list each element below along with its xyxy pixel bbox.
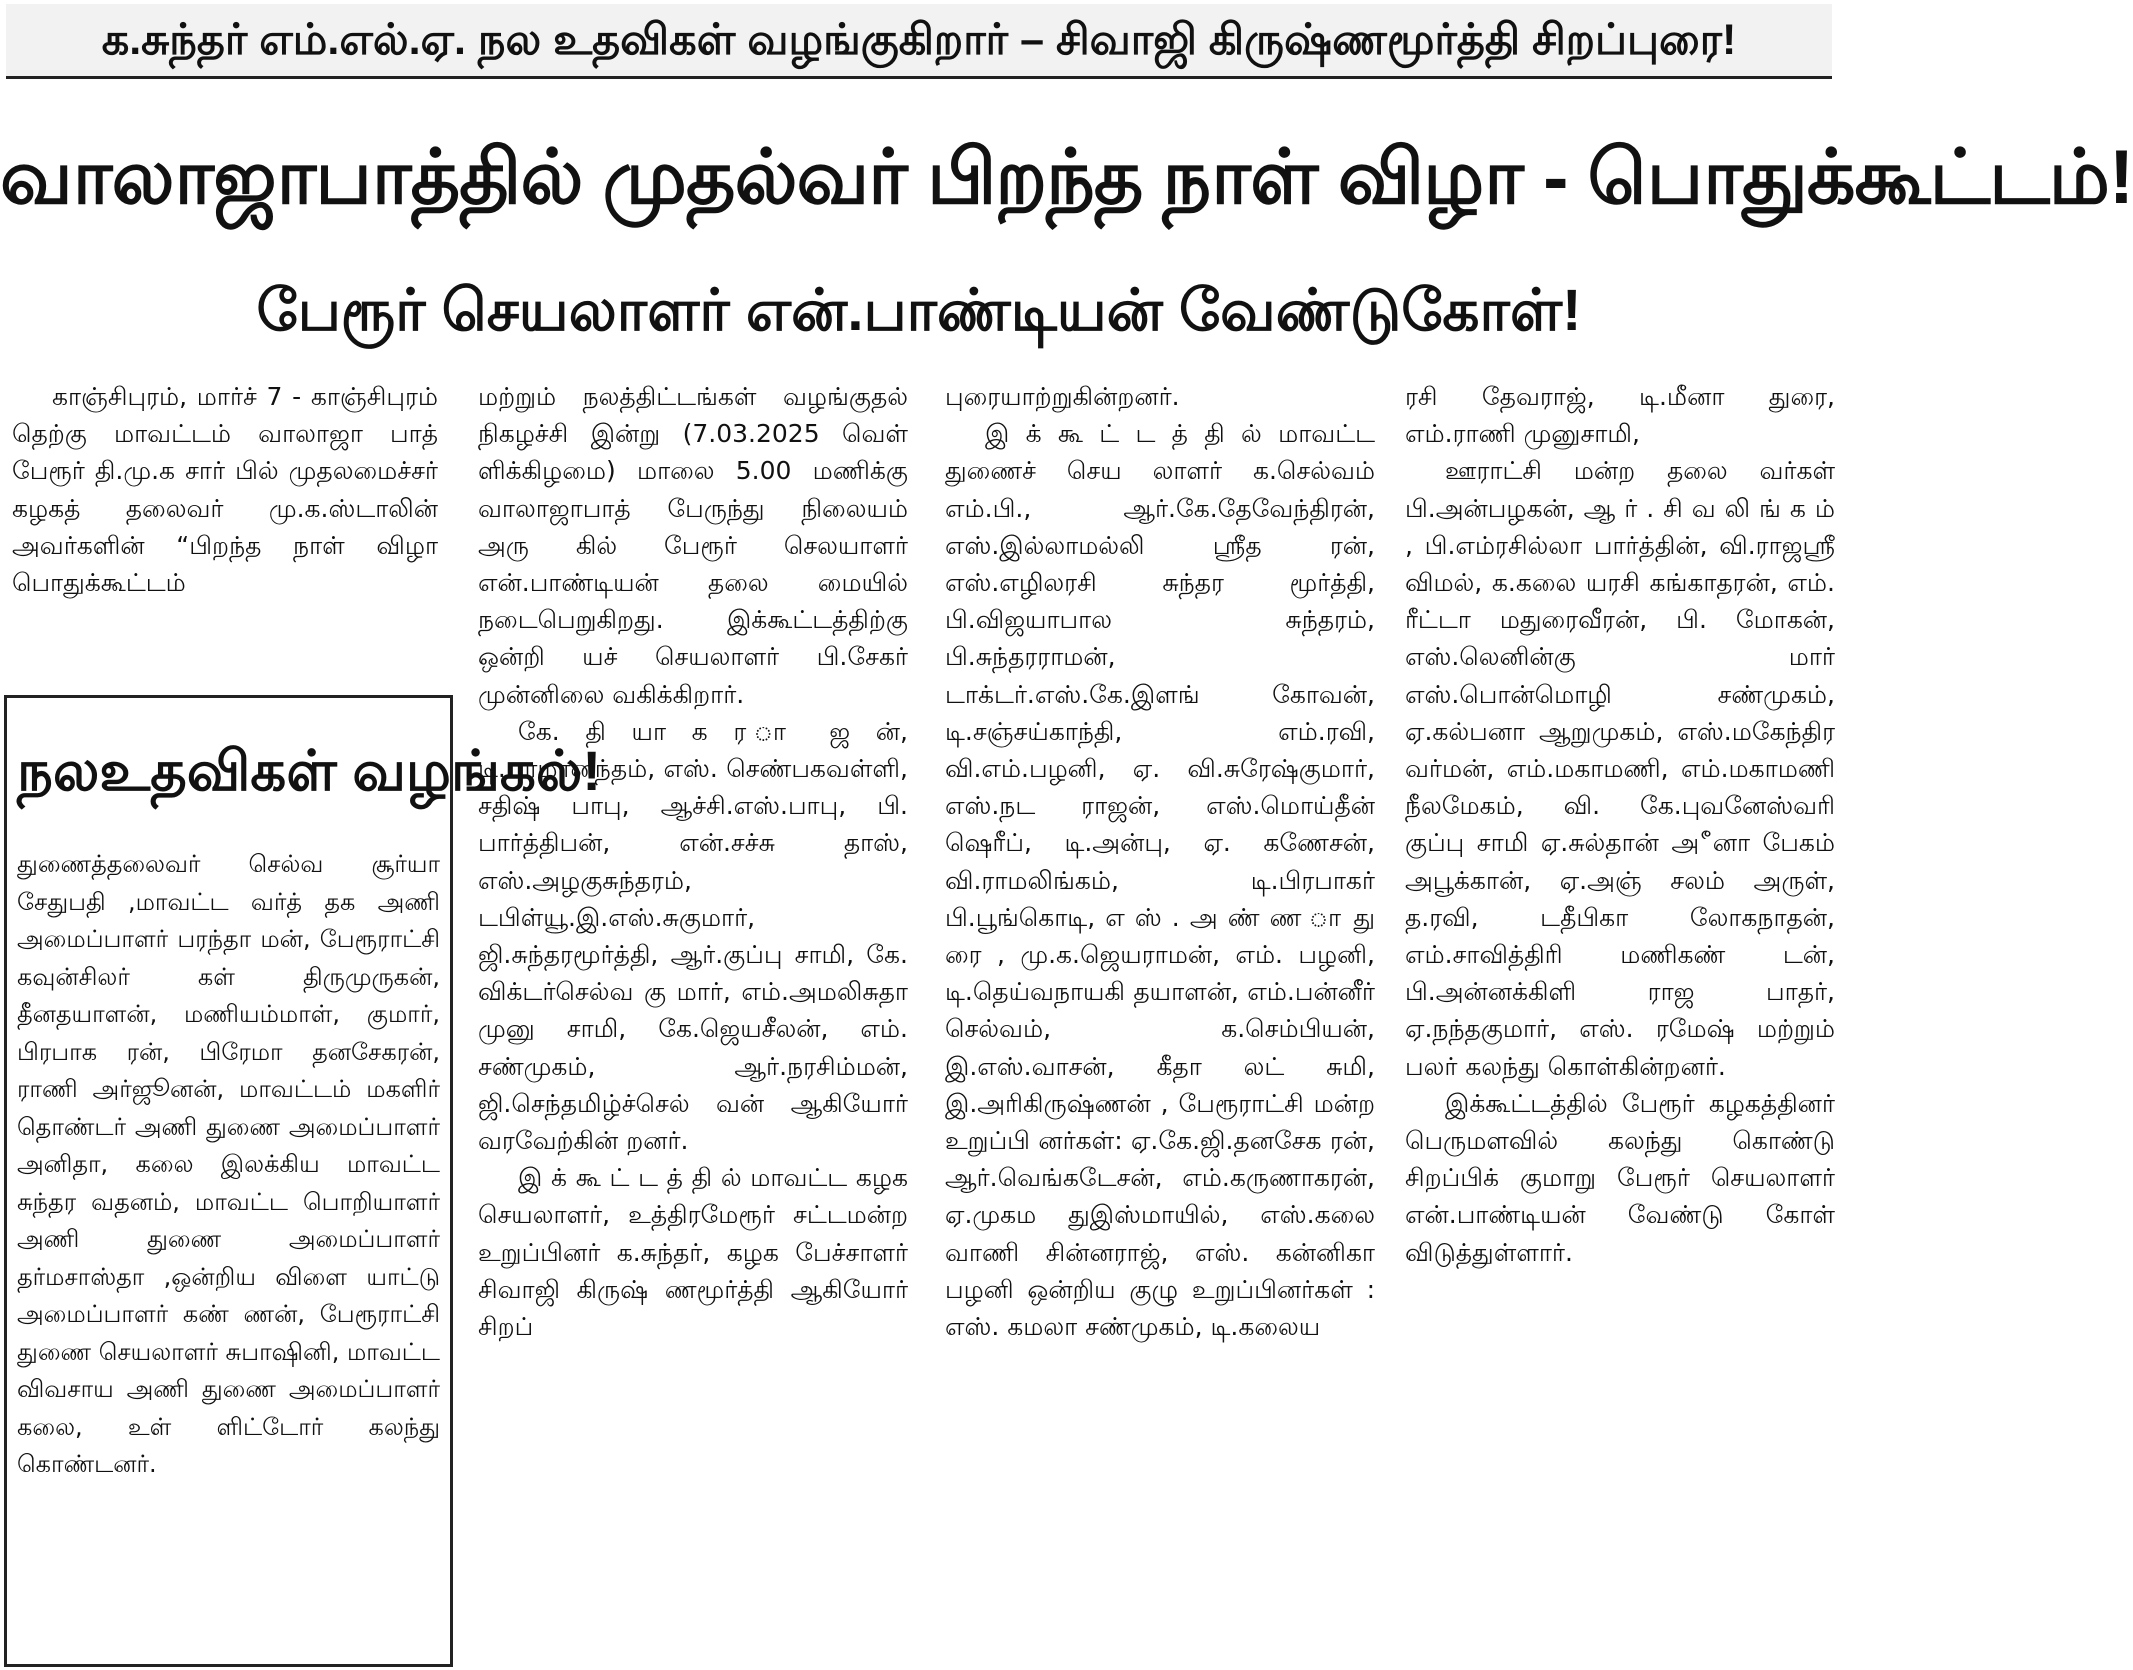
column-4-paragraph-3: இக்கூட்டத்தில் பேரூர் கழகத்தினர் பெருமளவில் கலந்து கொண்டு சிறப்பிக் குமாறு பேரூர் செயலாளர் என்.பாண்டியன் வேண்டு கோள் விடுத்துள்ளார்.: [1405, 1088, 1835, 1267]
kicker-headline: க.சுந்தர் எம்.எல்.ஏ. நல உதவிகள் வழங்குகிறார் – சிவாஜி கிருஷ்ணமூர்த்தி சிறப்புரை!: [6, 4, 1832, 79]
column-3-paragraph-1: புரையாற்றுகின்றனர்.: [945, 382, 1180, 411]
boxed-section: [4, 695, 601, 1667]
main-headline: வாலாஜாபாத்தில் முதல்வர் பிறந்த நாள் விழா - பொதுக்கூட்டம்!: [0, 135, 2133, 220]
column-3: [945, 378, 1375, 1668]
column-1: [12, 378, 438, 688]
column-3-paragraph-2: இ க் கூ ட் ட த் தி ல் மாவட்ட துணைச் செய லாளர் க.செல்வம் எம்.பி., ஆர்.கே.தேவேந்திரன், எஸ்.இல்லாமல்லி ஸ்ரீத ரன், எஸ்.எழிலரசி சுந்தர மூர்த்தி, பி.விஜயாபால சுந்தரம், பி.சுந்தரராமன், டாக்டர்.எஸ்.கே.இளங் கோவன், டி.சஞ்சய்காந்தி, எம்.ரவி, வி.எம்.பழனி, ஏ. வி.சுரேஷ்குமார், எஸ்.நட ராஜன், எஸ்.மொய்தீன் ஷெரீப், டி.அன்பு, ஏ. கணேசன், வி.ராமலிங்கம், டி.பிரபாகர் பி.பூங்கொடி, எ ஸ் . அ ண் ண ா து ரை , மு.க.ஜெயராமன், எம். பழனி, டி.தெய்வநாயகி தயாளன், எம்.பன்னீர் செல்வம், க.செம்பியன், இ.எஸ்.வாசன், கீதா லட் சுமி, இ.அரிகிருஷ்ணன் , பேரூராட்சி மன்ற உறுப்பி னர்கள்: ஏ.கே.ஜி.தனசேக ரன், ஆர்.வெங்கடேசன், எம்.கருணாகரன், ஏ.முகம துஇஸ்மாயில், எஸ்.கலை வாணி சின்னராஜ், எஸ். கன்னிகா பழனி ஒன்றிய குழு உறுப்பினர்கள் : எஸ். கமலா சண்முகம், டி.கலைய: [945, 419, 1375, 1342]
box-title: நலஉதவிகள் வழங்கல்!: [17, 739, 601, 802]
column-2-paragraph-2: கே. தி யா க ர ா ஜ ன், டி.பரமானந்தம், எஸ். செண்பகவள்ளி, சதிஷ் பாபு, ஆச்சி.எஸ்.பாபு, பி. பார்த்திபன், என்.சச்சு தாஸ், எஸ்.அழகுசுந்தரம், டபிள்யூ.இ.எஸ்.சுகுமார், ஜி.சுந்தரமூர்த்தி, ஆர்.குப்பு சாமி, கே. விக்டர்செல்வ கு மார், எம்.அமலிசுதா முனு சாமி, கே.ஜெயசீலன், எம். சண்முகம், ஆர்.நரசிம்மன், ஜி.செந்தமிழ்ச்செல் வன் ஆகியோர் வரவேற்கின் றனர்.: [478, 716, 908, 1156]
column-4: [1405, 378, 1835, 1668]
column-2-paragraph-1: மற்றும் நலத்திட்டங்கள் வழங்குதல் நிகழச்சி இன்று (7.03.2025 வெள் ளிக்கிழமை) மாலை 5.00 மணிக்கு வாலாஜாபாத் பேருந்து நிலையம் அரு கில் பேரூர் செலயாளர் என்.பாண்டியன் தலை மையில் நடைபெறுகிறது. இக்கூட்டத்திற்கு ஒன்றி யச் செயலாளர் பி.சேகர் முன்னிலை வகிக்கிறார்.: [478, 382, 908, 709]
box-body: துணைத்தலைவர் செல்வ சூர்யா சேதுபதி ,மாவட்ட வர்த் தக அணி அமைப்பாளர் பரந்தா மன், பேரூராட்சி கவுன்சிலர் கள் திருமுருகன், தீனதயாளன், மணியம்மாள், குமார், பிரபாக ரன், பிரேமா தனசேகரன், ராணி அர்ஜூனன், மாவட்டம் மகளிர் தொண்டர் அணி துணை அமைப்பாளர் அனிதா, கலை இலக்கிய மாவட்ட சுந்தர வதனம், மாவட்ட பொறியாளர் அணி துணை அமைப்பாளர் தர்மசாஸ்தா ,ஒன்றிய விளை யாட்டு அமைப்பாளர் கண் ணன், பேரூராட்சி துணை செயலாளர் சுபாஷினி, மாவட்ட விவசாய அணி துணை அமைப்பாளர் கலை, உள் ளிட்டோர் கலந்து கொண்டனர்.: [17, 850, 440, 1478]
subheadline: பேரூர் செயலாளர் என்.பாண்டியன் வேண்டுகோள்!: [256, 278, 1582, 343]
column-1-paragraph: காஞ்சிபுரம், மார்ச் 7 - காஞ்சிபுரம் தெற்கு மாவட்டம் வாலாஜா பாத் பேரூர் தி.மு.க சார் பில் முதலமைச்சர் கழகத் தலைவர் மு.க.ஸ்டாலின் அவர்களின் “பிறந்த நாள் விழா பொதுக்கூட்டம்: [12, 382, 438, 598]
column-2: [478, 378, 908, 1668]
column-2-paragraph-3: இ க் கூ ட் ட த் தி ல் மாவட்ட கழக செயலாளர், உத்திரமேரூர் சட்டமன்ற உறுப்பினர் க.சுந்தர், கழக பேச்சாளர் சிவாஜி கிருஷ் ணமூர்த்தி ஆகியோர் சிறப்: [478, 1163, 908, 1342]
column-4-paragraph-2: ஊராட்சி மன்ற தலை வர்கள் பி.அன்பழகன், ஆ ர் . சி வ லி ங் க ம் , பி.எம்ரசில்லா பார்த்தின், வி.ராஜஸ்ரீ விமல், க.கலை யரசி கங்காதரன், எம். ரீட்டா மதுரைவீரன், பி. மோகன், எஸ்.லெனின்கு மார் எஸ்.பொன்மொழி சண்முகம், ஏ.கல்பனா ஆறுமுகம், எஸ்.மகேந்திர வர்மன், எம்.மகாமணி, எம்.மகாமணி நீலமேகம், வி. கே.புவனேஸ்வரி குப்பு சாமி ஏ.சுல்தான் அீனா பேகம் அபூக்கான், ஏ.அஞ் சலம் அருள், த.ரவி, டதீபிகா லோகநாதன், எம்.சாவித்திரி மணிகண் டன், பி.அன்னக்கிளி ராஜ பாதர், ஏ.நந்தகுமார், எஸ். ரமேஷ் மற்றும் பலர் கலந்து கொள்கின்றனர்.: [1405, 456, 1835, 1081]
column-4-paragraph-1: ரசி தேவராஜ், டி.மீனா துரை, எம்.ராணி முனுசாமி,: [1405, 382, 1835, 449]
